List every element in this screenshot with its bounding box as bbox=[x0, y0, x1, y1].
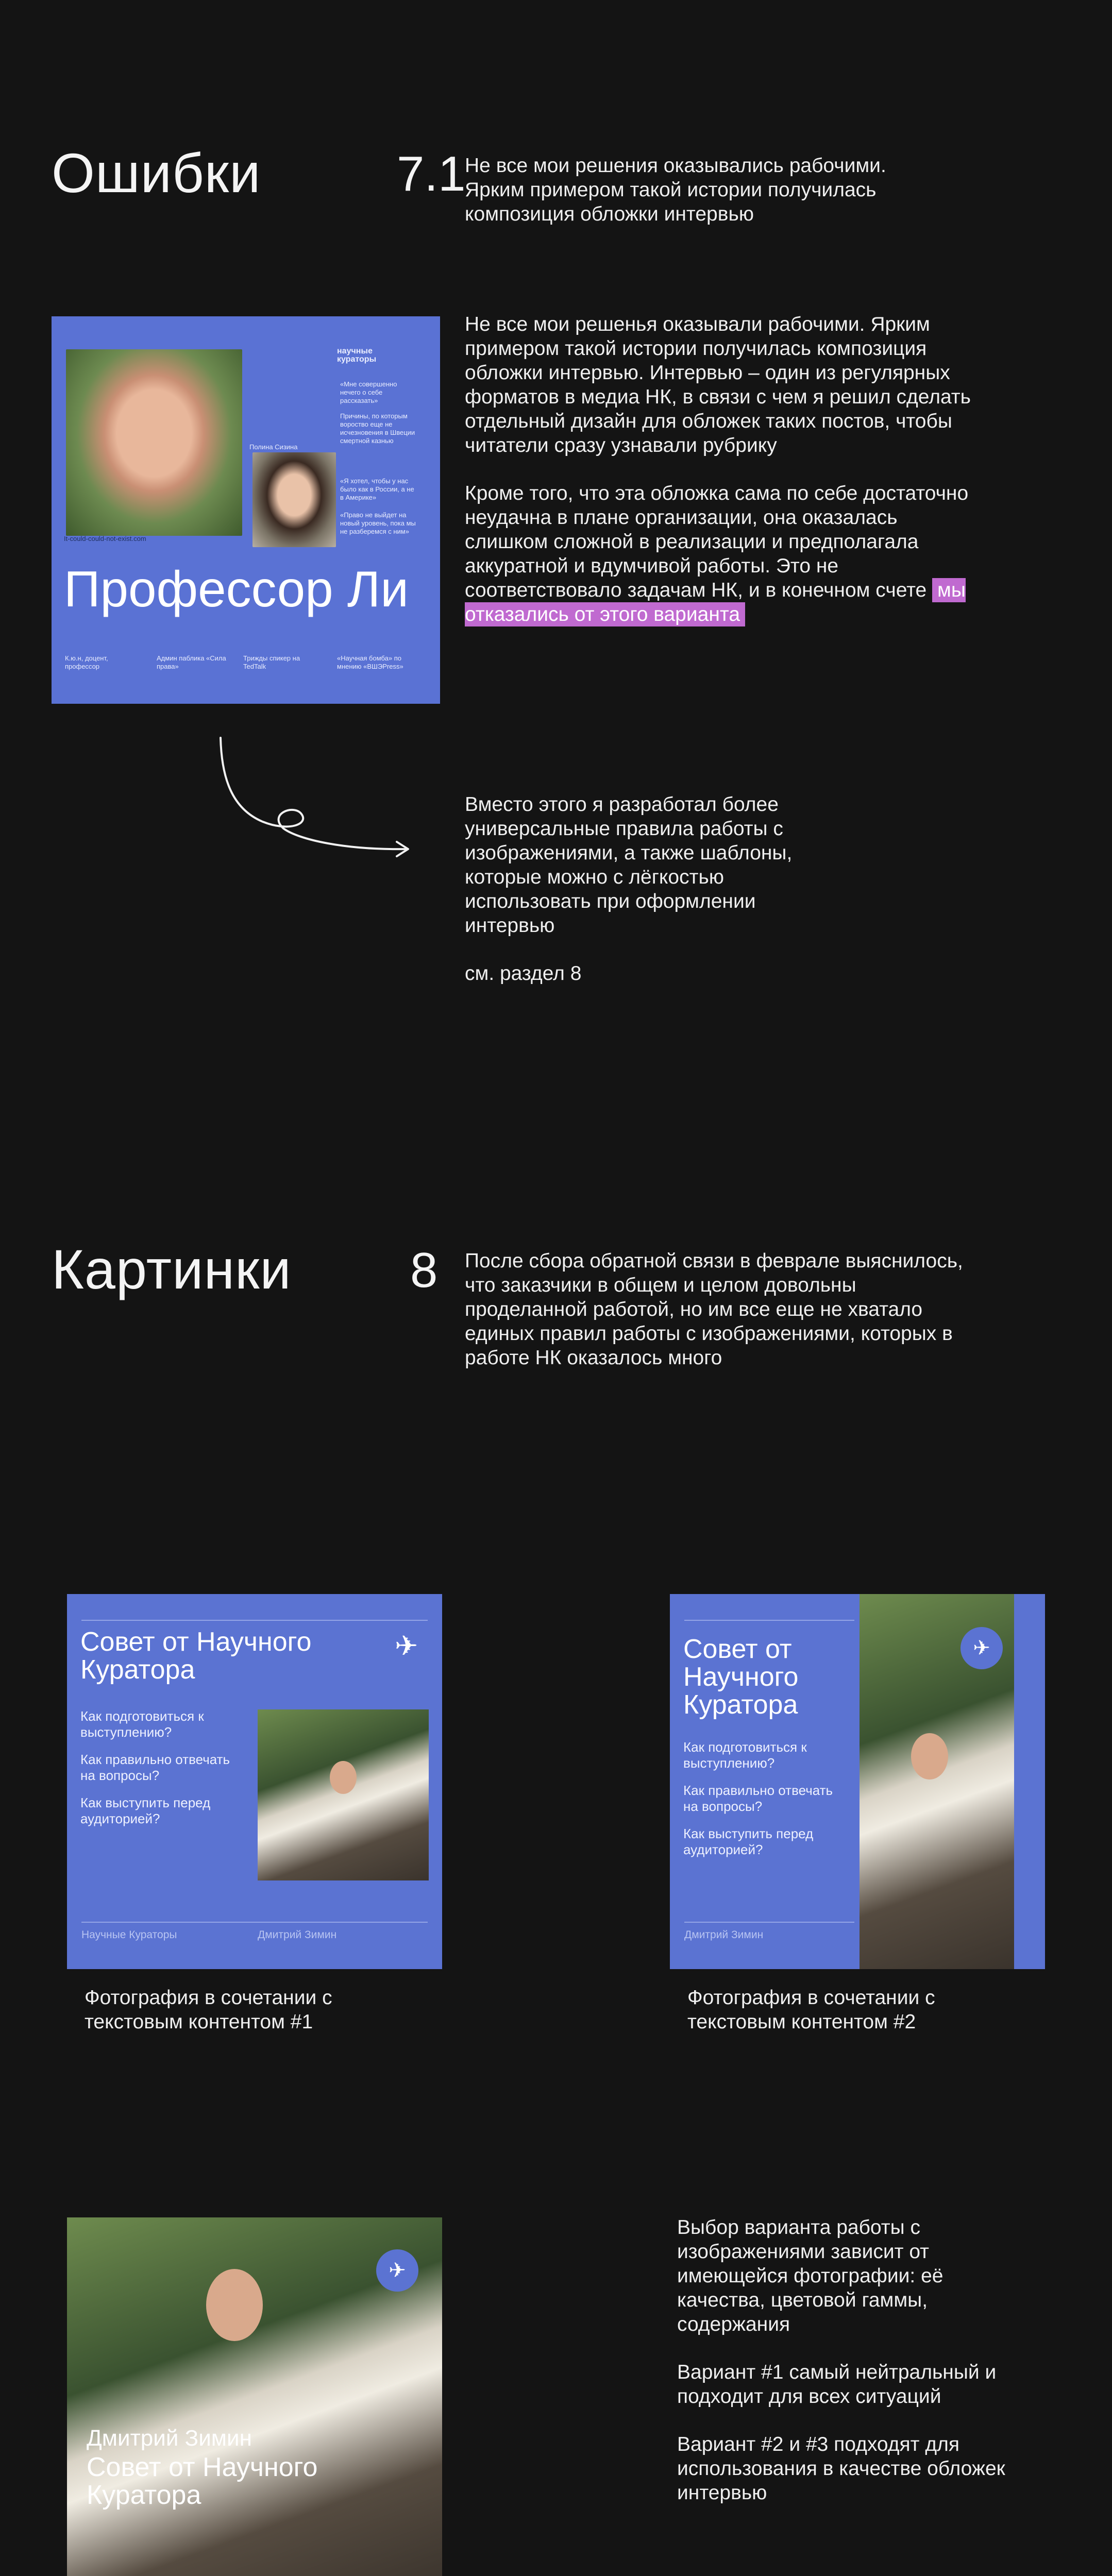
cover-foot-2: Админ паблика «Сила права» bbox=[157, 654, 226, 670]
curators-logo-icon: ✈ bbox=[376, 2249, 418, 2292]
cover-foot-4: «Научная бомба» по мнению «ВШЭPress» bbox=[337, 654, 403, 670]
tile-question-3: Как выступить перед аудиторией? bbox=[80, 1795, 211, 1826]
errors-paragraph-1: Не все мои решенья оказывали рабочими. Ярким примером такой истории получилась композиция обложки интервью. Интервью – один из регулярных форматов в медиа НК, в связи с чем я решил сделать отдельный дизайн для обложек таких постов, чтобы читатели сразу узнавали рубрику bbox=[465, 313, 971, 456]
template-tile-1 bbox=[67, 1594, 442, 1969]
tile-bottom-rule bbox=[81, 1922, 428, 1923]
tile-title: Совет от Научного Куратора bbox=[80, 1627, 312, 1685]
tile-photo bbox=[860, 1594, 1014, 1969]
tile-bottom-rule bbox=[684, 1922, 854, 1923]
tile-question-3: Как выступить перед аудиторией? bbox=[683, 1826, 814, 1857]
curators-logo-icon: ✈ bbox=[961, 1627, 1003, 1669]
alternative-paragraph: Вместо этого я разработал более универсальные правила работы с изображениями, а также шаблоны, которые можно с лёгкостью использовать при оформлении интервью bbox=[465, 793, 793, 937]
section-number-8: 8 bbox=[410, 1243, 438, 1298]
person-head bbox=[206, 2269, 263, 2341]
note-3: Вариант #2 и #3 подходят для использования в качестве обложек интервью bbox=[677, 2433, 1005, 2504]
note-1: Выбор варианта работы с изображениями зависит от имеющейся фотографии: её качества, цветовой гаммы, содержания bbox=[677, 2216, 943, 2335]
tile-question-2: Как правильно отвечать на вопросы? bbox=[683, 1783, 833, 1814]
tile-2-caption: Фотография в сочетании с текстовым контентом #2 bbox=[687, 1987, 935, 2033]
curly-arrow-icon bbox=[211, 732, 417, 860]
tile-person-name: Дмитрий Зимин bbox=[87, 2426, 252, 2451]
second-person-name: Полина Сизина bbox=[249, 443, 298, 451]
tile-top-rule bbox=[81, 1620, 428, 1621]
tile-questions bbox=[683, 1739, 848, 1869]
section-number-7-1: 7.1 bbox=[397, 146, 466, 201]
highlight-rejected: мы отказались от этого варианта bbox=[465, 579, 966, 625]
errors-description bbox=[465, 312, 980, 650]
section-intro-images: После сбора обратной связи в феврале выяснилось, что заказчики в общем и целом довольны проделанной работой, но им все еще не хватало единых правил работы с изображениями, которых в работе НК оказалось много bbox=[465, 1250, 963, 1369]
cover-foot-1: К.ю.н, доцент, профессор bbox=[65, 654, 108, 670]
section-title-images: Картинки bbox=[52, 1238, 292, 1300]
tile-question-1: Как подготовиться к выступлению? bbox=[683, 1739, 807, 1771]
professor-photo bbox=[66, 349, 242, 536]
see-section-8-link[interactable]: см. раздел 8 bbox=[465, 962, 582, 985]
tile-title: Совет от Научного Куратора bbox=[87, 2452, 318, 2510]
cover-name: Профессор Ли bbox=[64, 561, 409, 617]
tile-foot-left: Дмитрий Зимин bbox=[684, 1929, 764, 1941]
section-intro-errors: Не все мои решения оказывались рабочими. Ярким примером такой истории получилась композиция обложки интервью bbox=[465, 155, 886, 225]
curators-logo-icon: научные кураторы bbox=[337, 347, 377, 364]
interview-cover-example bbox=[52, 316, 440, 704]
section-title-errors: Ошибки bbox=[52, 142, 261, 204]
template-tile-2 bbox=[670, 1594, 1045, 1969]
second-person-photo bbox=[252, 452, 336, 547]
tile-title: Совет от Научного Куратора bbox=[683, 1634, 799, 1720]
image-rules-notes bbox=[677, 2215, 1027, 2529]
tile-1-caption: Фотография в сочетании с текстовым контентом #1 bbox=[85, 1987, 332, 2033]
alternative-description bbox=[465, 792, 846, 1009]
person-head bbox=[911, 1733, 948, 1780]
cover-foot-3: Трижды спикер на TedTalk bbox=[243, 654, 300, 670]
tile-foot-left: Научные Кураторы bbox=[81, 1929, 177, 1941]
note-2: Вариант #1 самый нейтральный и подходит для всех ситуаций bbox=[677, 2361, 997, 2408]
cover-quote-1: «Мне совершенно нечего о себе рассказать» bbox=[340, 380, 397, 404]
tile-photo bbox=[258, 1709, 429, 1880]
errors-paragraph-2-text: Кроме того, что эта обложка сама по себе достаточно неудачна в плане организации, она оказалась слишком сложной в реализации и предполагала аккуратной и вдумчивой работы. Это не соответствовало задачам НК, и в конечном счете bbox=[465, 482, 969, 601]
cover-url: It-could-could-not-exist.com bbox=[64, 535, 146, 543]
person-head bbox=[330, 1761, 357, 1794]
tile-question-1: Как подготовиться к выступлению? bbox=[80, 1708, 204, 1740]
tile-questions bbox=[80, 1708, 235, 1838]
cover-quote-3: «Я хотел, чтобы у нас было как в России, а не в Америке» bbox=[340, 477, 414, 501]
cover-quote-2: Причины, по которым вороство еще не исчезновения в Швеции смертной казнью bbox=[340, 412, 415, 445]
cover-quote-4: «Право не выйдет на новый уровень, пока мы не разберемся с ним» bbox=[340, 511, 416, 535]
tile-top-rule bbox=[684, 1620, 854, 1621]
tile-foot-right: Дмитрий Зимин bbox=[258, 1929, 337, 1941]
tile-question-2: Как правильно отвечать на вопросы? bbox=[80, 1752, 230, 1783]
errors-paragraph-2 bbox=[465, 481, 980, 626]
curators-logo-icon: ✈ bbox=[395, 1631, 418, 1662]
template-tile-3 bbox=[67, 2217, 442, 2576]
